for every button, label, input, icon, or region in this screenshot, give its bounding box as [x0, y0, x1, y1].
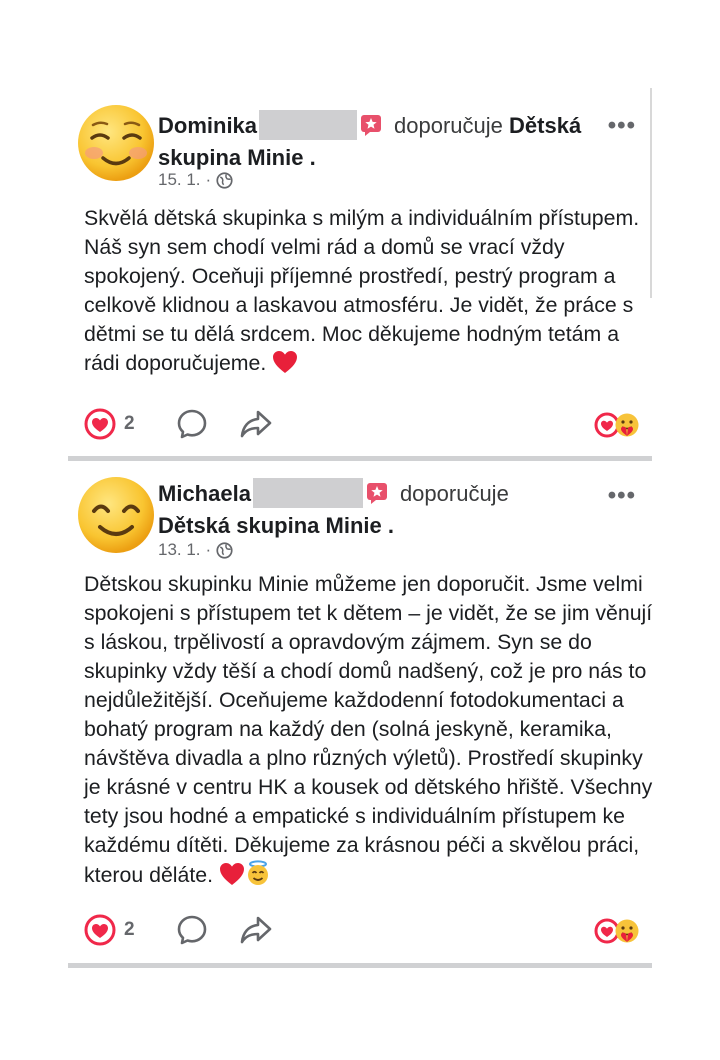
recommendation-badge-icon: [366, 482, 388, 504]
page-suffix: .: [303, 145, 316, 170]
halo-face-emoji-icon: [245, 860, 271, 886]
red-heart-emoji-icon: [219, 862, 245, 886]
post-header: [158, 478, 608, 542]
care-reaction-icon: [614, 918, 640, 944]
post-date[interactable]: 13. 1.: [158, 540, 201, 559]
review-text-content: Dětskou skupinku Minie můžeme jen doporučit. Jsme velmi spokojeni s přístupem tet k dětem – je vidět, že se jim věnují s láskou, trpělivostí a opravdovým zájmem. Syn se do skupinky vždy těší a chodí domů nadšený, což je pro nás to nejdůležitější. Oceňujeme každodenní fotodokumentaci a bohatý program na každý den (solná jeskyně, keramika, návštěva divadla a plno různých výletů). Prostředí skupinky je krásné v centru HK a kousek od dětského hřiště. Všechny tety jsou hodné a empatické s individuálním přístupem ke každému dítěti. Děkujeme za krásnou péči a skvělou práci, kterou děláte.: [84, 572, 653, 887]
post-meta: [158, 540, 233, 560]
author-name[interactable]: Dominika: [158, 113, 258, 138]
like-count: 2: [124, 413, 135, 434]
globe-icon: [216, 542, 233, 559]
meta-separator: ·: [205, 540, 212, 559]
more-options-button[interactable]: •••: [607, 482, 636, 509]
page-name-link[interactable]: Dětská skupina Minie: [158, 513, 382, 538]
review-text-content: Skvělá dětská skupinka s milým a individuálním přístupem. Náš syn sem chodí velmi rád a domů se vrací vždy spokojený. Oceňuji příjemné prostředí, pestrý program a celkově klidnou a laskavou atmosféru. Je vidět, že práce s dětmi se tu dělá srdcem. Moc děkujeme hodným tetám a rádi doporučujeme.: [84, 206, 640, 375]
recommends-label: doporučuje: [399, 481, 509, 506]
post-date[interactable]: 15. 1.: [158, 170, 201, 189]
like-count: 2: [124, 919, 135, 940]
comment-icon[interactable]: [176, 914, 208, 946]
recommends-label: doporučuje: [394, 113, 503, 138]
reaction-summary[interactable]: [594, 918, 640, 944]
scrollbar[interactable]: [650, 88, 652, 298]
avatar-smiling-emoji-icon[interactable]: [76, 475, 156, 555]
meta-separator: ·: [205, 170, 212, 189]
reactions[interactable]: [84, 914, 135, 946]
page-name-link[interactable]: Dětská skupina Minie: [158, 113, 582, 170]
post-actions: [84, 914, 644, 948]
review-text: [84, 570, 654, 890]
redacted-surname: [253, 478, 363, 508]
share-icon[interactable]: [240, 914, 272, 946]
post-divider: [68, 963, 652, 968]
page-suffix: .: [381, 513, 394, 538]
more-options-button[interactable]: •••: [607, 112, 636, 139]
love-reaction-icon: [84, 914, 116, 946]
author-name[interactable]: Michaela: [158, 481, 251, 506]
